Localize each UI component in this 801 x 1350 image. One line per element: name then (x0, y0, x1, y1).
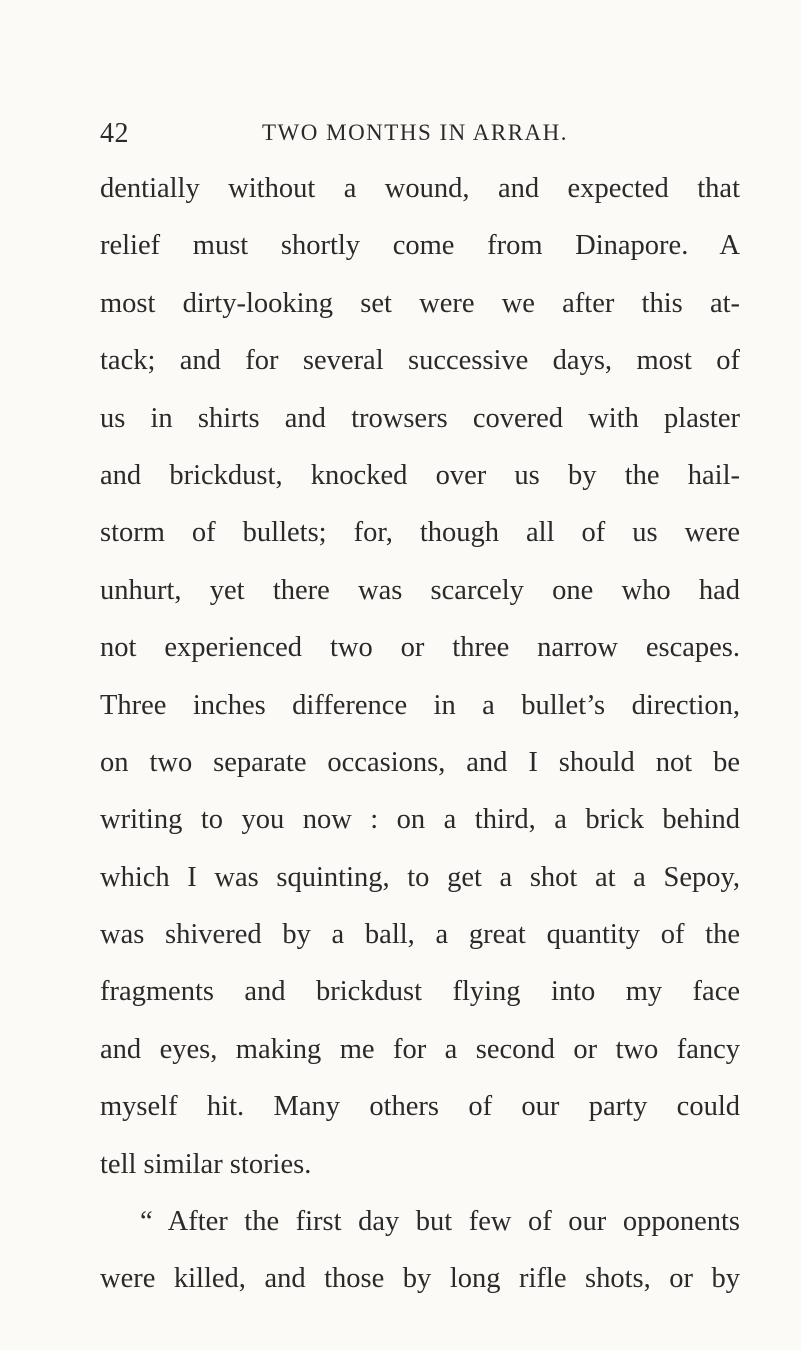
text-line: dentially without a wound, and expected that (100, 173, 740, 204)
text-line: which I was squinting, to get a shot at a Sepoy, (100, 861, 740, 893)
text-line: “ After the first day but few of our opponents (140, 1206, 740, 1238)
page-number: 42 (100, 118, 129, 149)
text-line: Three inches difference in a bullet’s direction, (100, 689, 740, 721)
body-text (100, 160, 740, 1308)
text-line: tell similar stories. (100, 1148, 312, 1180)
text-line: most dirty-looking set were we after this at- (100, 287, 740, 319)
text-line: tack; and for several successive days, most of (100, 345, 740, 377)
text-line: myself hit. Many others of our party could (100, 1091, 740, 1123)
text-line: on two separate occasions, and I should not be (100, 746, 740, 778)
text-line: was shivered by a ball, a great quantity of the (100, 919, 740, 951)
text-line: not experienced two or three narrow escapes. (100, 632, 740, 664)
text-line: storm of bullets; for, though all of us were (100, 517, 740, 549)
text-line: and eyes, making me for a second or two fancy (100, 1033, 740, 1065)
text-line: writing to you now : on a third, a brick behind (100, 804, 740, 836)
running-title: TWO MONTHS IN ARRAH. (262, 120, 568, 145)
text-line: fragments and brickdust flying into my face (100, 976, 740, 1008)
text-line: relief must shortly come from Dinapore. A (100, 230, 740, 262)
text-line: and brickdust, knocked over us by the hail- (100, 459, 740, 491)
text-line: us in shirts and trowsers covered with plaster (100, 402, 740, 434)
text-line: were killed, and those by long rifle shots, or by (100, 1263, 740, 1295)
text-line: unhurt, yet there was scarcely one who had (100, 574, 740, 606)
